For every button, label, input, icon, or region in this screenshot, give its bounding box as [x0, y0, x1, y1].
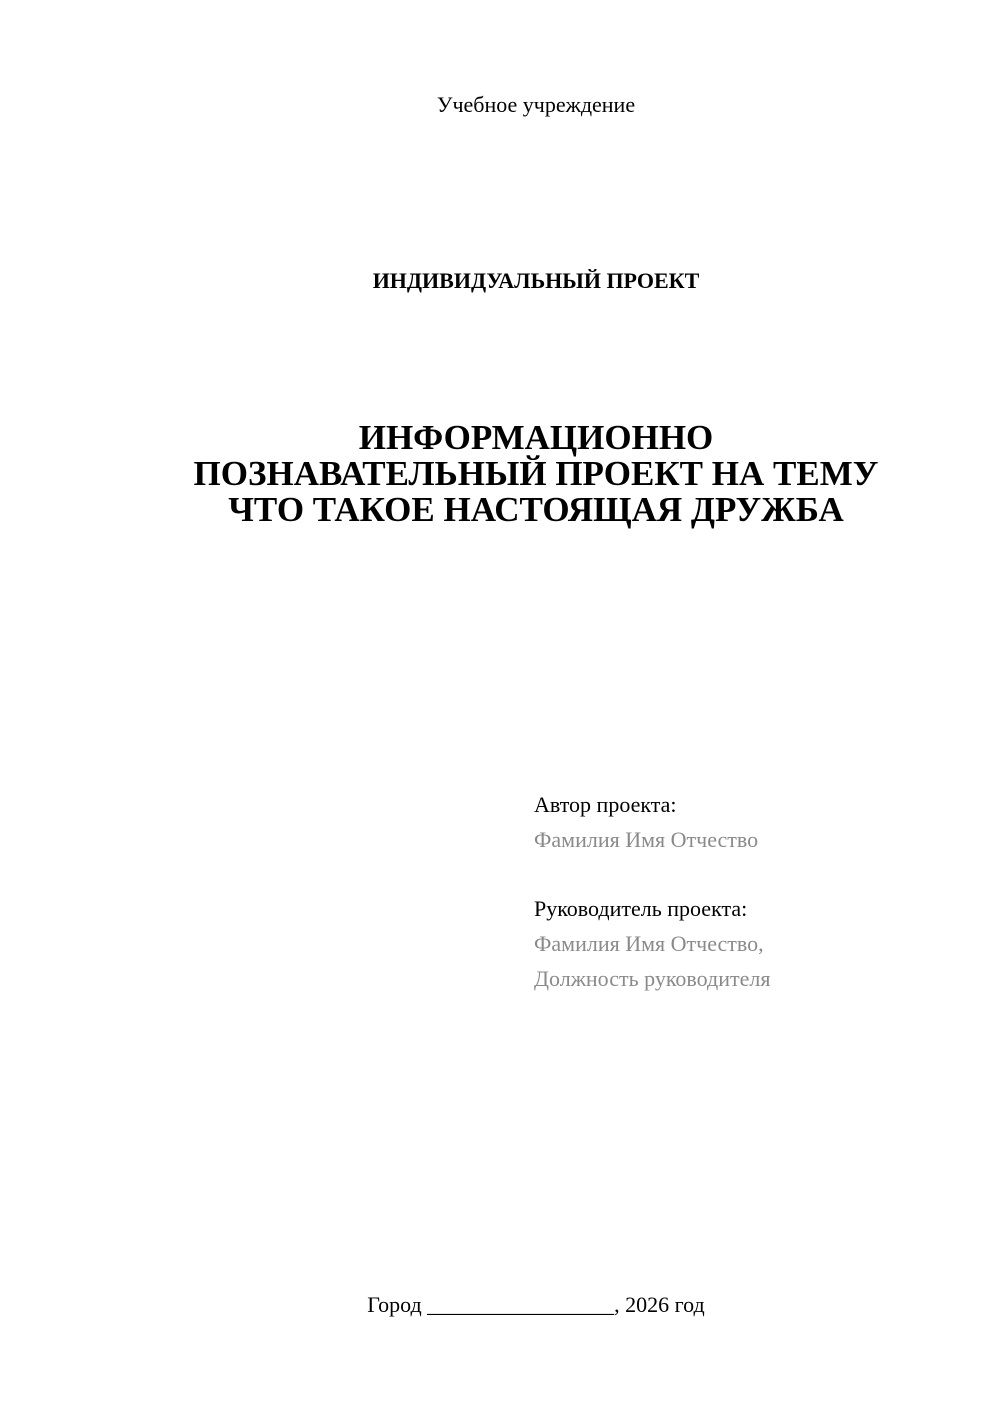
project-title-line-3: ЧТО ТАКОЕ НАСТОЯЩАЯ ДРУЖБА: [228, 490, 844, 529]
institution-name: Учебное учреждение: [436, 92, 636, 117]
supervisor-name: Фамилия Имя Отчество,: [534, 931, 764, 956]
supervisor-position: Должность руководителя: [534, 966, 771, 991]
project-title-line-1: ИНФОРМАЦИОННО: [358, 418, 714, 457]
city-year-line: Город _________________, 2026 год: [367, 1292, 705, 1317]
authors-block: [534, 787, 974, 996]
project-title-line-2: ПОЗНАВАТЕЛЬНЫЙ ПРОЕКТ НА ТЕМУ: [193, 454, 879, 493]
author-name: Фамилия Имя Отчество: [534, 827, 759, 852]
project-type-heading: ИНДИВИДУАЛЬНЫЙ ПРОЕКТ: [372, 268, 700, 293]
supervisor-label: Руководитель проекта:: [534, 896, 748, 921]
author-label: Автор проекта:: [534, 792, 677, 817]
project-title: [0, 420, 1000, 528]
